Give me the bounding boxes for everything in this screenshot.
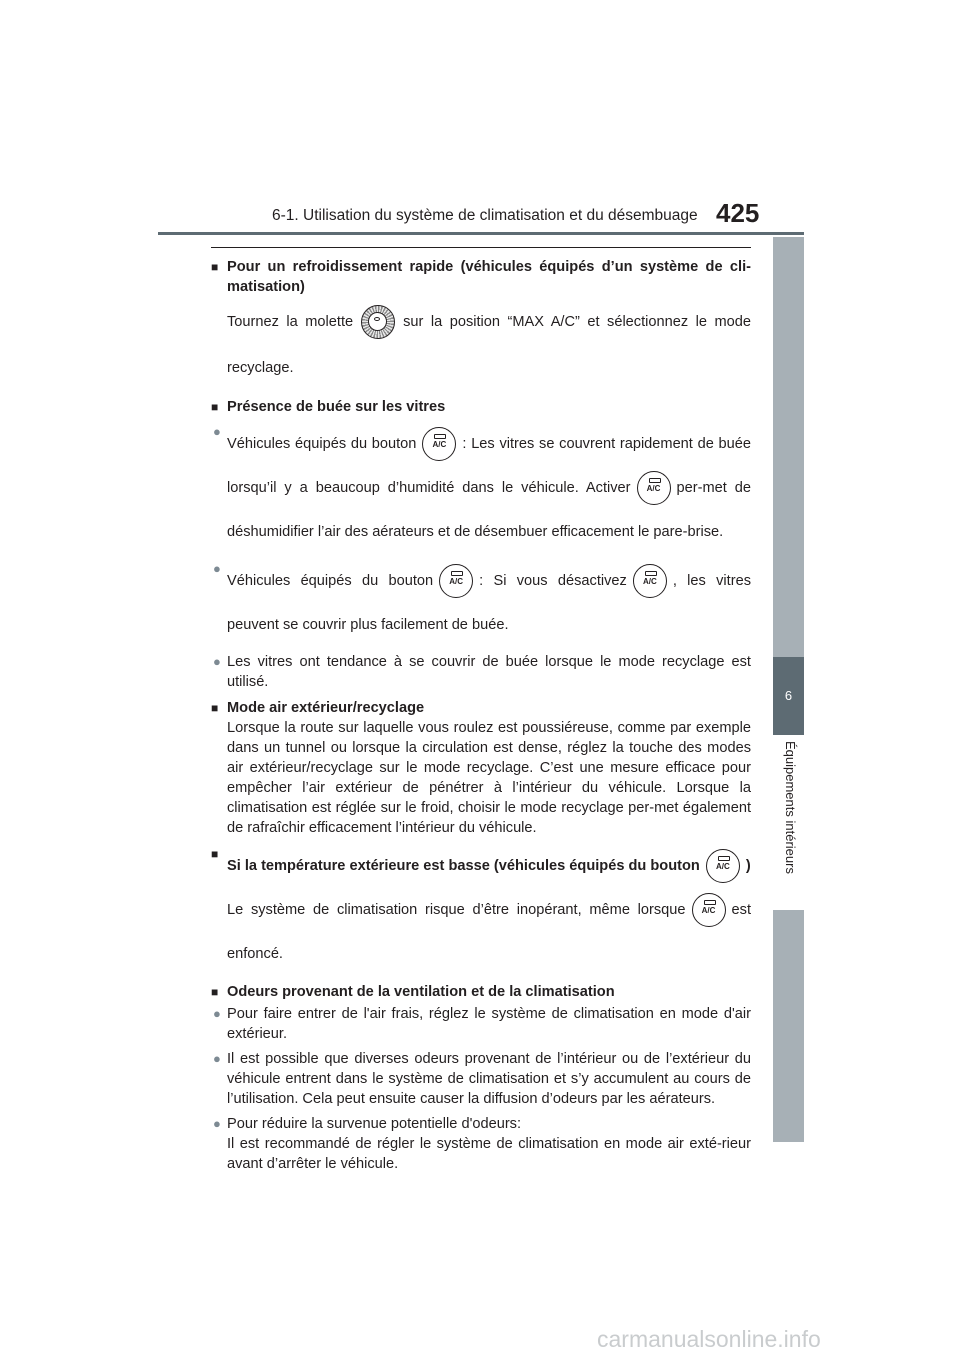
watermark: carmanualsonline.info (597, 1326, 821, 1352)
square-bullet-icon: ■ (211, 260, 219, 274)
list-item: ● Il est possible que diverses odeurs provenant de l’intérieur ou de l’extérieur du véhicule entrent dans le système de climatisation et s’y accumulent au cours de l’utilisation. Cela peut ensuite causer la diffusion d’odeurs par les aérateurs. (213, 1051, 751, 1107)
list-item: ● Véhicules équipés du bouton A/C : Si vous désactivez A/C , les vitres peuvent se couvrir plus facilement de buée. (211, 559, 751, 647)
bullet-dot-icon: ● (213, 1051, 221, 1066)
paragraph: Lorsque la route sur laquelle vous roulez est poussiéreuse, comme par exemple dans un tunnel ou lorsque la circulation est dense, réglez la touche des modes air extérieur/recyclage sur le mode recyclage. C’est une mesure efficace pour empêcher l’air extérieur de pénétrer à l’intérieur du véhicule. Lorsque la climatisation est réglée sur le froid, choisir le mode recyclage per-met également de rafraîchir efficacement l’intérieur du véhicule. (227, 720, 751, 836)
chapter-number-tab[interactable]: 6 (773, 657, 804, 735)
ac-button-icon: A/C (692, 893, 726, 927)
chapter-label: Équipements intérieurs (783, 741, 798, 874)
paragraph: Le système de climatisation risque d’être inopérant, même lorsque A/C est enfoncé. (211, 888, 751, 976)
square-bullet-icon: ■ (211, 400, 219, 414)
ac-button-icon: A/C (633, 564, 667, 598)
list-item: ● Pour réduire la survenue potentielle d'odeurs: Il est recommandé de régler le système de climatisation en mode air exté-rieur avant d’arrêter le véhicule. (213, 1116, 751, 1172)
content-top-rule (211, 247, 751, 248)
list-item: ● Véhicules équipés du bouton A/C : Les vitres se couvrent rapidement de buée lorsqu’il y a beaucoup d’humidité dans le véhicule. Activer A/C per-met de déshumidifier l’air des aérateurs et de désembuer efficacement le pare-brise. (211, 422, 751, 554)
side-tab-upper (773, 237, 804, 657)
page-content (211, 257, 751, 1180)
square-bullet-icon: ■ (211, 985, 219, 999)
ac-button-icon: A/C (706, 849, 740, 883)
side-tab-lower (773, 910, 804, 1142)
bullet-dot-icon: ● (213, 1116, 221, 1131)
bullet-dot-icon: ● (213, 561, 221, 576)
ac-button-icon: A/C (439, 564, 473, 598)
bullet-dot-icon: ● (213, 1006, 221, 1021)
section-odors (211, 982, 751, 1174)
section-title: ■ Présence de buée sur les vitres (211, 399, 446, 415)
section-quick-cooling (211, 257, 751, 391)
section-fog (211, 397, 751, 692)
paragraph: Tournez la molette sur la position “MAX A/C” et sélectionnez le mode recyclage. (211, 299, 751, 391)
section-outside-air (211, 698, 751, 838)
section-title: ■ Si la température extérieure est basse (véhicules équipés du bouton A/C ) (211, 844, 751, 888)
fan-speed-dial-icon (361, 305, 395, 339)
list-item: ● Les vitres ont tendance à se couvrir de buée lorsque le mode recyclage est utilisé. (213, 654, 751, 690)
header-section-title: 6-1. Utilisation du système de climatisation et du désembuage (272, 207, 698, 224)
section-low-temp (211, 844, 751, 976)
square-bullet-icon: ■ (211, 701, 219, 715)
ac-button-icon: A/C (637, 471, 671, 505)
bullet-dot-icon: ● (213, 424, 221, 439)
section-title: ■ Pour un refroidissement rapide (véhicules équipés d’un système de cli-matisation) (211, 259, 751, 295)
section-title: ■ Odeurs provenant de la ventilation et de la climatisation (211, 984, 615, 1000)
square-bullet-icon: ■ (211, 847, 219, 861)
header-rule (158, 232, 804, 235)
bullet-dot-icon: ● (213, 654, 221, 669)
page-number: 425 (716, 198, 760, 228)
section-title: ■ Mode air extérieur/recyclage (211, 700, 425, 716)
list-item: ● Pour faire entrer de l'air frais, réglez le système de climatisation en mode d'air extérieur. (213, 1006, 751, 1042)
ac-button-icon: A/C (422, 427, 456, 461)
